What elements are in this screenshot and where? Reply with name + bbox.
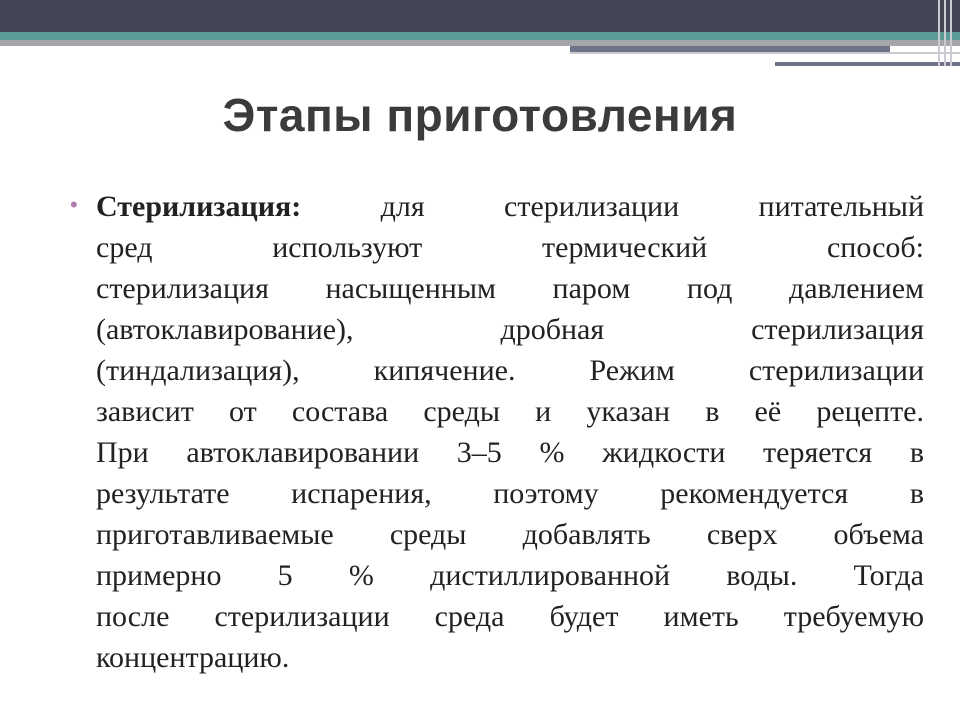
header-bar-teal <box>0 32 960 40</box>
bullet-dot-icon: • <box>70 192 78 217</box>
text-line-4: (автоклавирование), дробная стерилизация <box>96 313 924 346</box>
text-line-3: стерилизация насыщенным паром под давлением <box>96 272 924 305</box>
text-line-12: концентрацию. <box>96 641 290 674</box>
text-line-5: (тиндализация), кипячение. Режим стерилизации <box>96 354 924 387</box>
text-line-7: При автоклавировании 3–5 % жидкости теряется в <box>96 436 924 469</box>
term-label: Стерилизация: <box>96 190 302 223</box>
text-line-10: примерно 5 % дистиллированной воды. Тогда <box>96 559 924 592</box>
text-line-9: приготавливаемые среды добавлять сверх объема <box>96 518 924 551</box>
text-line-6: зависит от состава среды и указан в её рецепте. <box>96 395 924 428</box>
text-line-1: Стерилизация: для стерилизации питательный <box>96 190 924 223</box>
text-line-2: сред используют термический способ: <box>96 231 924 264</box>
header-step-bar-short <box>775 62 960 66</box>
header-vertical-lines <box>938 0 952 66</box>
text-line-8: результате испарения, поэтому рекомендуется в <box>96 477 924 510</box>
bullet-text <box>96 186 924 678</box>
slide-title: Этапы приготовления <box>222 89 738 141</box>
header-bar-dark <box>0 0 960 32</box>
text-line-11: после стерилизации среда будет иметь требуемую <box>96 600 924 633</box>
